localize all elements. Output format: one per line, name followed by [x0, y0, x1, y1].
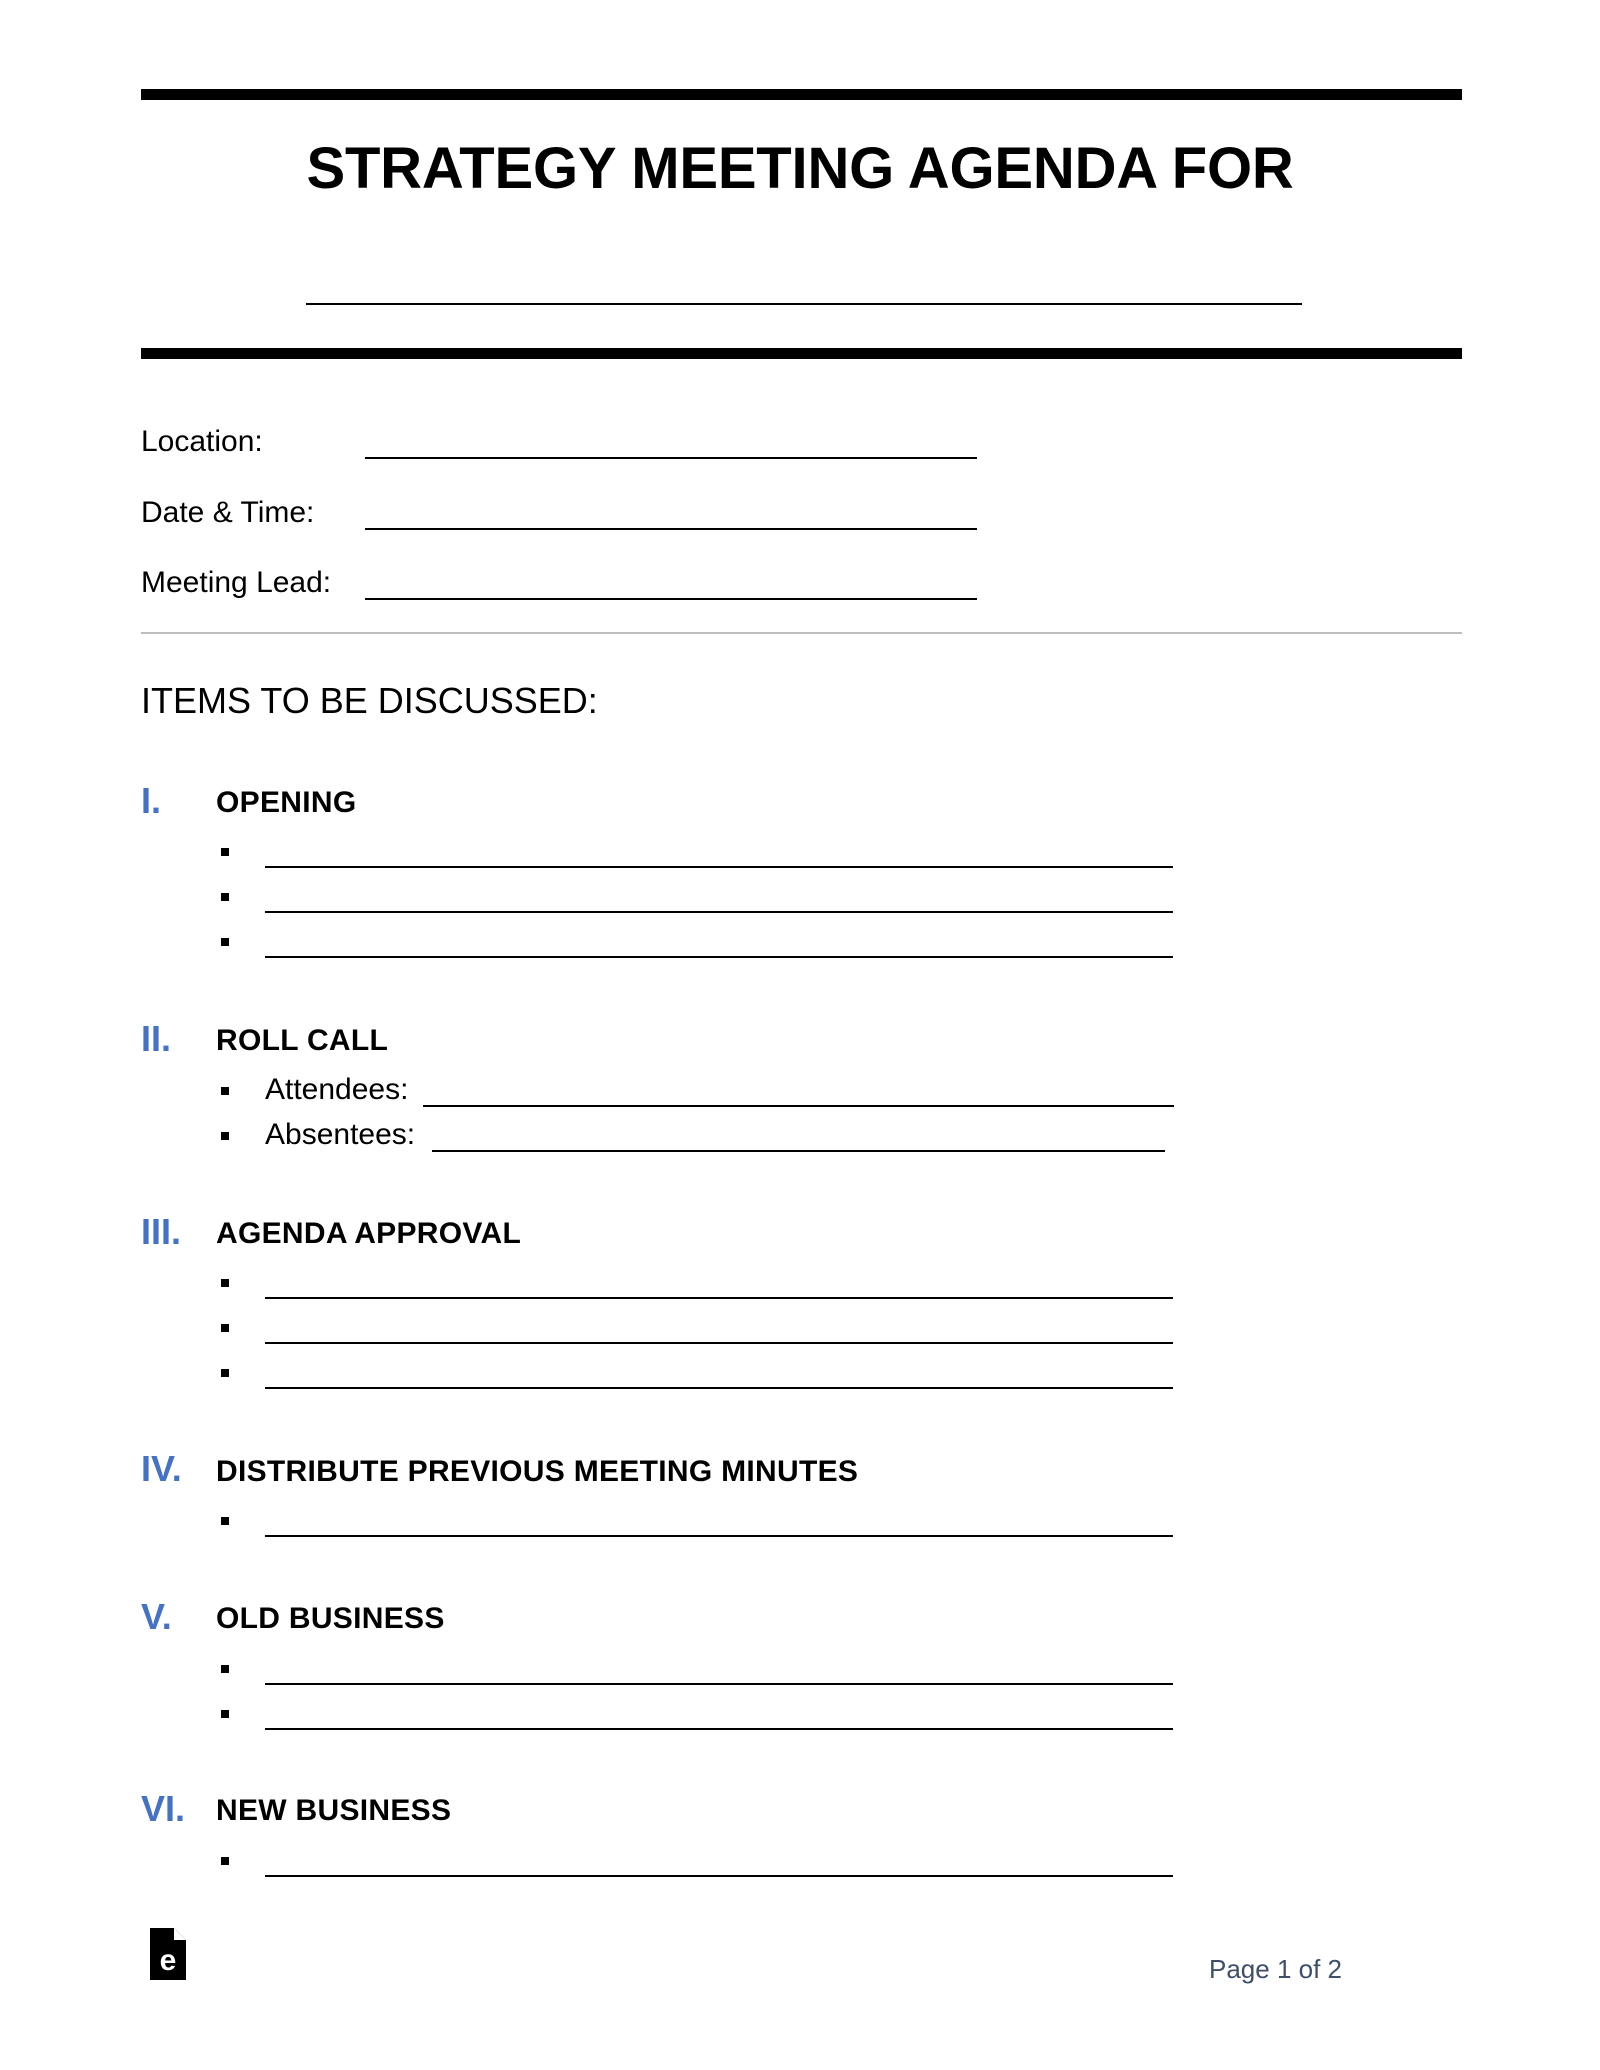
agenda-item-line[interactable] [265, 1875, 1173, 1877]
section-number: III. [141, 1211, 182, 1252]
svg-text:e: e [159, 1944, 177, 1977]
section-divider [141, 632, 1462, 634]
top-rule [141, 89, 1462, 100]
bullet-icon [221, 1710, 229, 1718]
agenda-item-line[interactable] [265, 1342, 1173, 1344]
bullet-icon [221, 1369, 229, 1377]
location-label: Location: [141, 425, 263, 458]
date-time-label: Date & Time: [141, 496, 315, 529]
bullet-icon [221, 1279, 229, 1287]
section-number: IV. [141, 1448, 182, 1489]
document-e-logo-icon [150, 1928, 186, 1980]
meeting-lead-field[interactable] [365, 598, 977, 600]
absentees-label: Absentees: [265, 1118, 416, 1151]
page-title: STRATEGY MEETING AGENDA FOR [306, 136, 1294, 201]
section-number: II. [141, 1018, 172, 1059]
agenda-item-line[interactable] [265, 1387, 1173, 1389]
section-title-roll-call: ROLL CALL [216, 1024, 389, 1057]
page-number: Page 1 of 2 [1209, 1954, 1342, 1984]
location-field[interactable] [365, 457, 977, 459]
agenda-item-line[interactable] [265, 1683, 1173, 1685]
attendees-field[interactable] [423, 1105, 1174, 1107]
items-heading: ITEMS TO BE DISCUSSED: [141, 680, 598, 721]
attendees-label: Attendees: [265, 1073, 409, 1106]
bullet-icon [221, 1324, 229, 1332]
title-blank-line[interactable] [306, 303, 1302, 305]
meeting-lead-label: Meeting Lead: [141, 566, 332, 599]
section-title-agenda-approval: AGENDA APPROVAL [216, 1217, 522, 1250]
bullet-icon [221, 848, 229, 856]
bullet-icon [221, 1517, 229, 1525]
agenda-item-line[interactable] [265, 866, 1173, 868]
agenda-item-line[interactable] [265, 956, 1173, 958]
section-title-distribute-minutes: DISTRIBUTE PREVIOUS MEETING MINUTES [216, 1455, 859, 1488]
bullet-icon [221, 1665, 229, 1673]
date-time-field[interactable] [365, 528, 977, 530]
section-title-old-business: OLD BUSINESS [216, 1602, 445, 1635]
bullet-icon [221, 938, 229, 946]
header-bottom-rule [141, 348, 1462, 359]
section-number: I. [141, 780, 162, 821]
bullet-icon [221, 1857, 229, 1865]
section-number: VI. [141, 1788, 186, 1829]
bullet-icon [221, 893, 229, 901]
bullet-icon [221, 1087, 229, 1095]
agenda-item-line[interactable] [265, 1535, 1173, 1537]
agenda-item-line[interactable] [265, 1297, 1173, 1299]
agenda-item-line[interactable] [265, 1728, 1173, 1730]
section-number: V. [141, 1596, 172, 1637]
agenda-item-line[interactable] [265, 911, 1173, 913]
section-title-new-business: NEW BUSINESS [216, 1794, 452, 1827]
absentees-field[interactable] [432, 1150, 1165, 1152]
section-title-opening: OPENING [216, 786, 357, 819]
bullet-icon [221, 1132, 229, 1140]
